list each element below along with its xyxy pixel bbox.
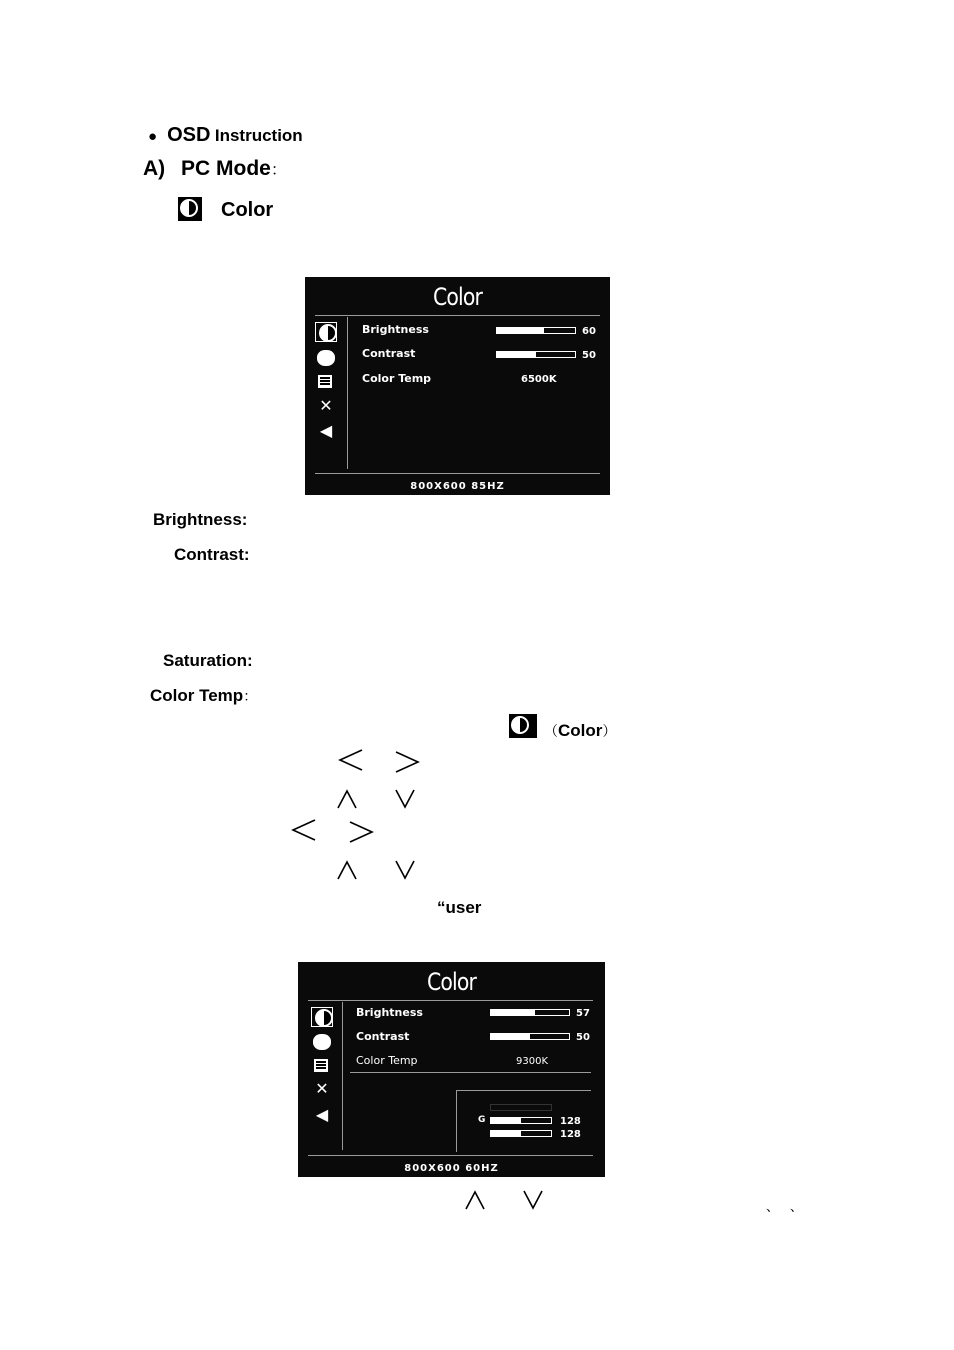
color-temp-value: 6500K: [521, 374, 557, 385]
inline-color-label: Color: [558, 721, 603, 740]
contrast-slider[interactable]: [496, 351, 576, 358]
osd-screen-color-9300k: [298, 962, 605, 1177]
osd-instruction-heading: [148, 124, 303, 147]
footer-divider: [308, 1155, 593, 1156]
b-slider[interactable]: [490, 1130, 552, 1137]
contrast-slider[interactable]: [490, 1033, 570, 1040]
down-arrow-icon: [394, 860, 416, 880]
r-slider[interactable]: [490, 1104, 552, 1111]
inline-color-ref: [544, 721, 616, 741]
osd-title: Color: [426, 968, 477, 996]
brightness-label: Brightness: [362, 323, 429, 336]
osd-resolution: 800X600 60HZ: [404, 1163, 499, 1174]
speaker-icon[interactable]: ◀: [319, 421, 333, 440]
color-temp-label: Color Temp: [356, 1054, 418, 1067]
g-slider[interactable]: [490, 1117, 552, 1124]
inline-close-paren: ）: [602, 723, 617, 739]
brightness-slider[interactable]: [496, 327, 576, 334]
contrast-icon[interactable]: [315, 322, 337, 342]
rgb-panel-left: [456, 1090, 457, 1152]
inline-open-paren: （: [544, 723, 558, 739]
color-temp-desc-colon: ：: [243, 688, 258, 704]
contrast-value: 50: [576, 1032, 590, 1043]
rgb-panel-top: [456, 1090, 591, 1091]
section-letter: A): [143, 157, 166, 180]
color-temp-label: Color Temp: [362, 372, 432, 385]
tools-icon[interactable]: ✕: [319, 396, 333, 415]
brightness-slider[interactable]: [490, 1009, 570, 1016]
down-arrow-icon: [394, 789, 416, 809]
tools-icon[interactable]: ✕: [315, 1079, 329, 1098]
title-divider: [315, 315, 600, 316]
right-arrow-icon: [348, 820, 374, 844]
b-value: 128: [560, 1129, 581, 1140]
brightness-value: 60: [582, 326, 596, 337]
contrast-value: 50: [582, 350, 596, 361]
contrast-icon: [178, 197, 202, 221]
color-temp-value: 9300K: [516, 1056, 549, 1067]
up-arrow-icon: [336, 789, 358, 809]
sidebar-divider: [347, 317, 348, 469]
blob-icon[interactable]: [315, 348, 337, 368]
section-title: PC Mode: [181, 157, 271, 180]
enumeration-commas: 、 、: [766, 1199, 803, 1214]
osd-title: Color: [432, 283, 483, 311]
brightness-label: Brightness: [356, 1006, 423, 1019]
color-temp-desc-text: Color Temp: [150, 686, 244, 705]
footer-divider: [315, 473, 600, 474]
user-quote: “user: [437, 898, 482, 917]
contrast-desc-label: Contrast:: [174, 545, 250, 564]
left-arrow-icon: [291, 818, 317, 842]
heading-instruction: Instruction: [214, 126, 303, 145]
picture-icon[interactable]: [311, 1056, 333, 1076]
saturation-desc-label: Saturation:: [163, 651, 253, 670]
up-arrow-icon: [464, 1190, 486, 1210]
bullet: ●: [148, 128, 158, 145]
contrast-label: Contrast: [356, 1030, 410, 1043]
osd-screen-color-6500k: [305, 277, 610, 495]
section-pc-mode: [143, 157, 287, 181]
brightness-value: 57: [576, 1008, 590, 1019]
osd-resolution: 800X600 85HZ: [410, 481, 505, 492]
sidebar-divider: [342, 1002, 343, 1150]
title-divider: [308, 1000, 593, 1001]
color-temp-desc-label: [150, 686, 257, 706]
blob-icon[interactable]: [311, 1032, 333, 1052]
speaker-icon[interactable]: ◀: [315, 1105, 329, 1124]
contrast-label: Contrast: [362, 347, 416, 360]
g-value: 128: [560, 1116, 581, 1127]
brightness-desc-label: Brightness:: [153, 510, 248, 529]
up-arrow-icon: [336, 860, 358, 880]
down-arrow-icon: [522, 1190, 544, 1210]
g-label: G: [478, 1115, 486, 1125]
right-arrow-icon: [394, 750, 420, 774]
heading-osd: OSD: [167, 124, 211, 146]
color-heading: Color: [221, 199, 274, 221]
left-arrow-icon: [338, 748, 364, 772]
contrast-icon: [509, 714, 537, 738]
section-colon: ：: [270, 162, 287, 179]
contrast-icon[interactable]: [311, 1007, 333, 1027]
item-divider: [350, 1072, 591, 1073]
picture-icon[interactable]: [315, 372, 337, 392]
